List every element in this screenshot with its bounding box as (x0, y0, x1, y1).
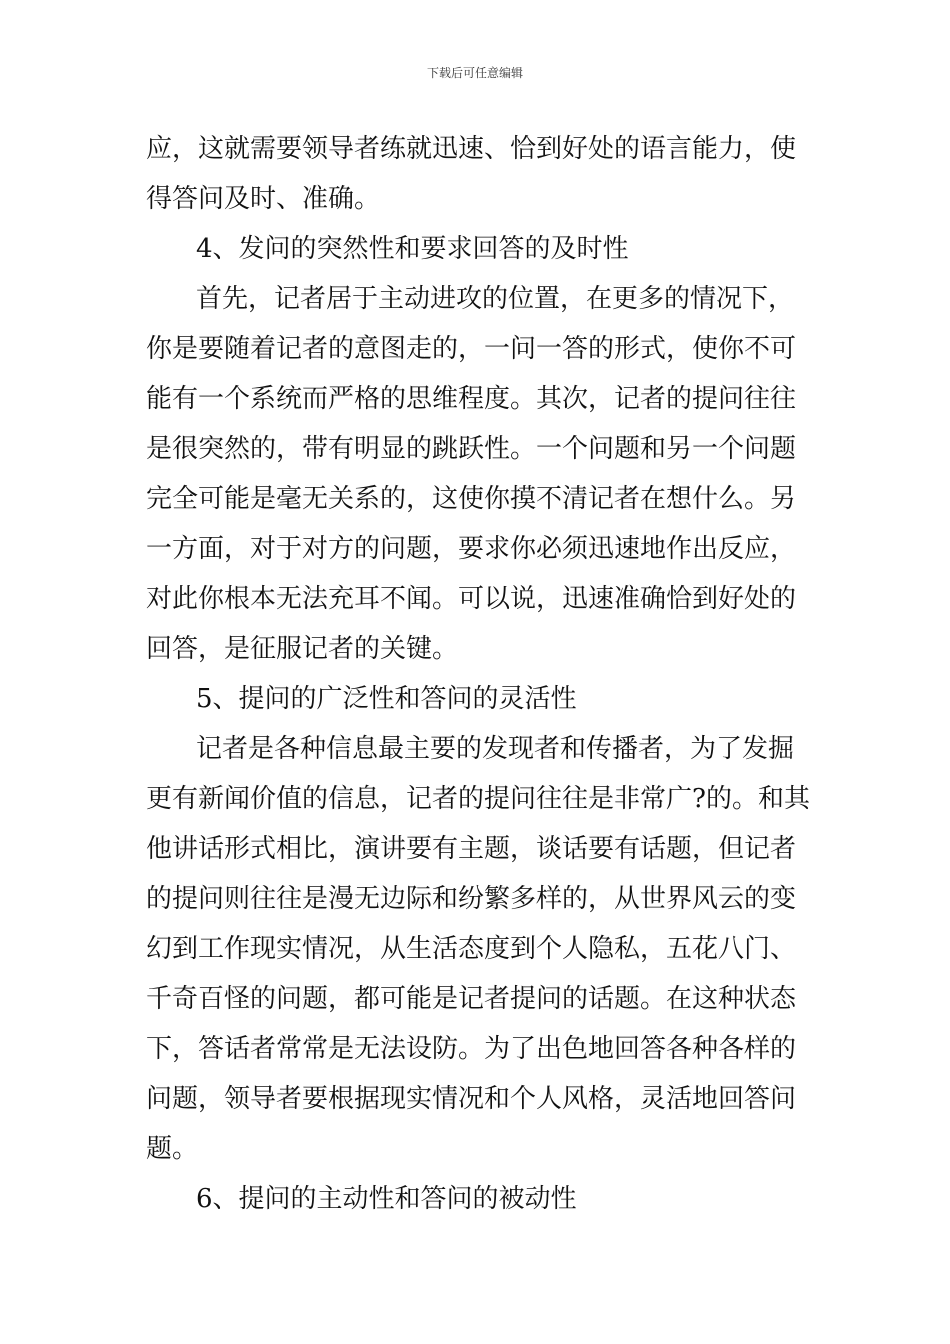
paragraph-line: 问题，领导者要根据现实情况和个人风格，灵活地回答问 (146, 1084, 797, 1114)
paragraph-line: 对此你根本无法充耳不闻。可以说，迅速准确恰到好处的 (146, 584, 797, 614)
paragraph-line: 千奇百怪的问题，都可能是记者提问的话题。在这种状态 (146, 984, 797, 1014)
paragraph-line: 更有新闻价值的信息，记者的提问往往是非常广?的。和其 (146, 784, 810, 814)
section-heading: 5、提问的广泛性和答问的灵活性 (196, 684, 577, 714)
paragraph-line: 的提问则往往是漫无边际和纷繁多样的，从世界风云的变 (146, 884, 797, 914)
paragraph-line: 题。 (146, 1134, 199, 1164)
paragraph-line: 应，这就需要领导者练就迅速、恰到好处的语言能力，使 (146, 134, 797, 164)
paragraph-line: 是很突然的，带有明显的跳跃性。一个问题和另一个问题 (146, 434, 797, 464)
page-header: 下载后可任意编辑 (426, 66, 523, 80)
paragraph-line: 完全可能是毫无关系的，这使你摸不清记者在想什么。另 (146, 484, 797, 514)
paragraph-line: 记者是各种信息最主要的发现者和传播者，为了发掘 (196, 734, 795, 764)
paragraph-line: 你是要随着记者的意图走的，一问一答的形式，使你不可 (146, 334, 797, 364)
paragraph-line: 他讲话形式相比，演讲要有主题，谈话要有话题，但记者 (146, 834, 797, 864)
paragraph-line: 下，答话者常常是无法设防。为了出色地回答各种各样的 (146, 1034, 797, 1064)
paragraph-line: 幻到工作现实情况，从生活态度到个人隐私，五花八门、 (146, 934, 797, 964)
paragraph-line: 回答，是征服记者的关键。 (146, 634, 459, 664)
section-heading: 4、发问的突然性和要求回答的及时性 (196, 234, 629, 264)
paragraph-line: 一方面，对于对方的问题，要求你必须迅速地作出反应， (146, 534, 797, 564)
paragraph-line: 首先，记者居于主动进攻的位置，在更多的情况下， (196, 284, 795, 314)
paragraph-line: 得答问及时、准确。 (146, 184, 381, 214)
paragraph-line: 能有一个系统而严格的思维程度。其次，记者的提问往往 (146, 384, 797, 414)
document-body (146, 124, 810, 1224)
section-heading: 6、提问的主动性和答问的被动性 (196, 1184, 577, 1214)
